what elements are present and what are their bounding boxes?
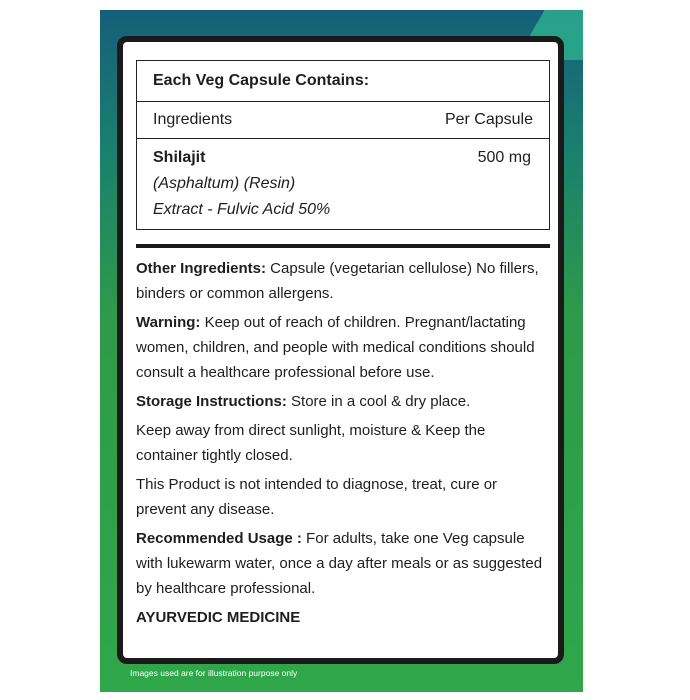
warning-paragraph (136, 310, 550, 385)
section-divider (136, 244, 550, 248)
ingredient-name: Shilajit (153, 149, 206, 166)
storage-paragraph (136, 389, 550, 414)
disclaimer-paragraph: This Product is not intended to diagnose, treat, cure or prevent any disease. (136, 476, 498, 518)
usage-text: For adults, take one Veg capsule with lukewarm water, once a day after meals or as suggested by healthcare professional. (136, 530, 543, 597)
other-ingredients-paragraph (136, 256, 550, 306)
ayurvedic-label: AYURVEDIC MEDICINE (136, 609, 301, 626)
other-ingredients-text: Capsule (vegetarian cellulose) No fillers, binders or common allergens. (136, 260, 539, 302)
storage-label: Storage Instructions: (136, 393, 287, 410)
supplement-facts-table (136, 60, 550, 230)
warning-text: Keep out of reach of children. Pregnant/lactating women, children, and people with medical conditions should consult a healthcare professional before use. (136, 314, 535, 381)
ingredient-description-2: Extract - Fulvic Acid 50% (153, 201, 331, 218)
facts-title: Each Veg Capsule Contains: (137, 61, 549, 102)
storage-text: Store in a cool & dry place. (286, 393, 471, 410)
ingredient-amount: 500 mg (477, 149, 531, 166)
warning-label: Warning: (136, 314, 201, 331)
ingredients-header: Ingredients (153, 111, 233, 128)
storage-paragraph-2: Keep away from direct sunlight, moisture & Keep the container tightly closed. (136, 422, 486, 464)
ingredient-description-1: (Asphaltum) (Resin) (153, 175, 296, 192)
usage-label: Recommended Usage : (136, 530, 302, 547)
label-body (136, 256, 550, 634)
other-ingredients-label: Other Ingredients: (136, 260, 267, 277)
facts-header-row (137, 102, 549, 139)
illustration-note: Images used are for illustration purpose only (130, 668, 298, 678)
ingredient-row (137, 139, 549, 223)
per-capsule-header: Per Capsule (444, 111, 533, 128)
usage-paragraph (136, 526, 550, 601)
